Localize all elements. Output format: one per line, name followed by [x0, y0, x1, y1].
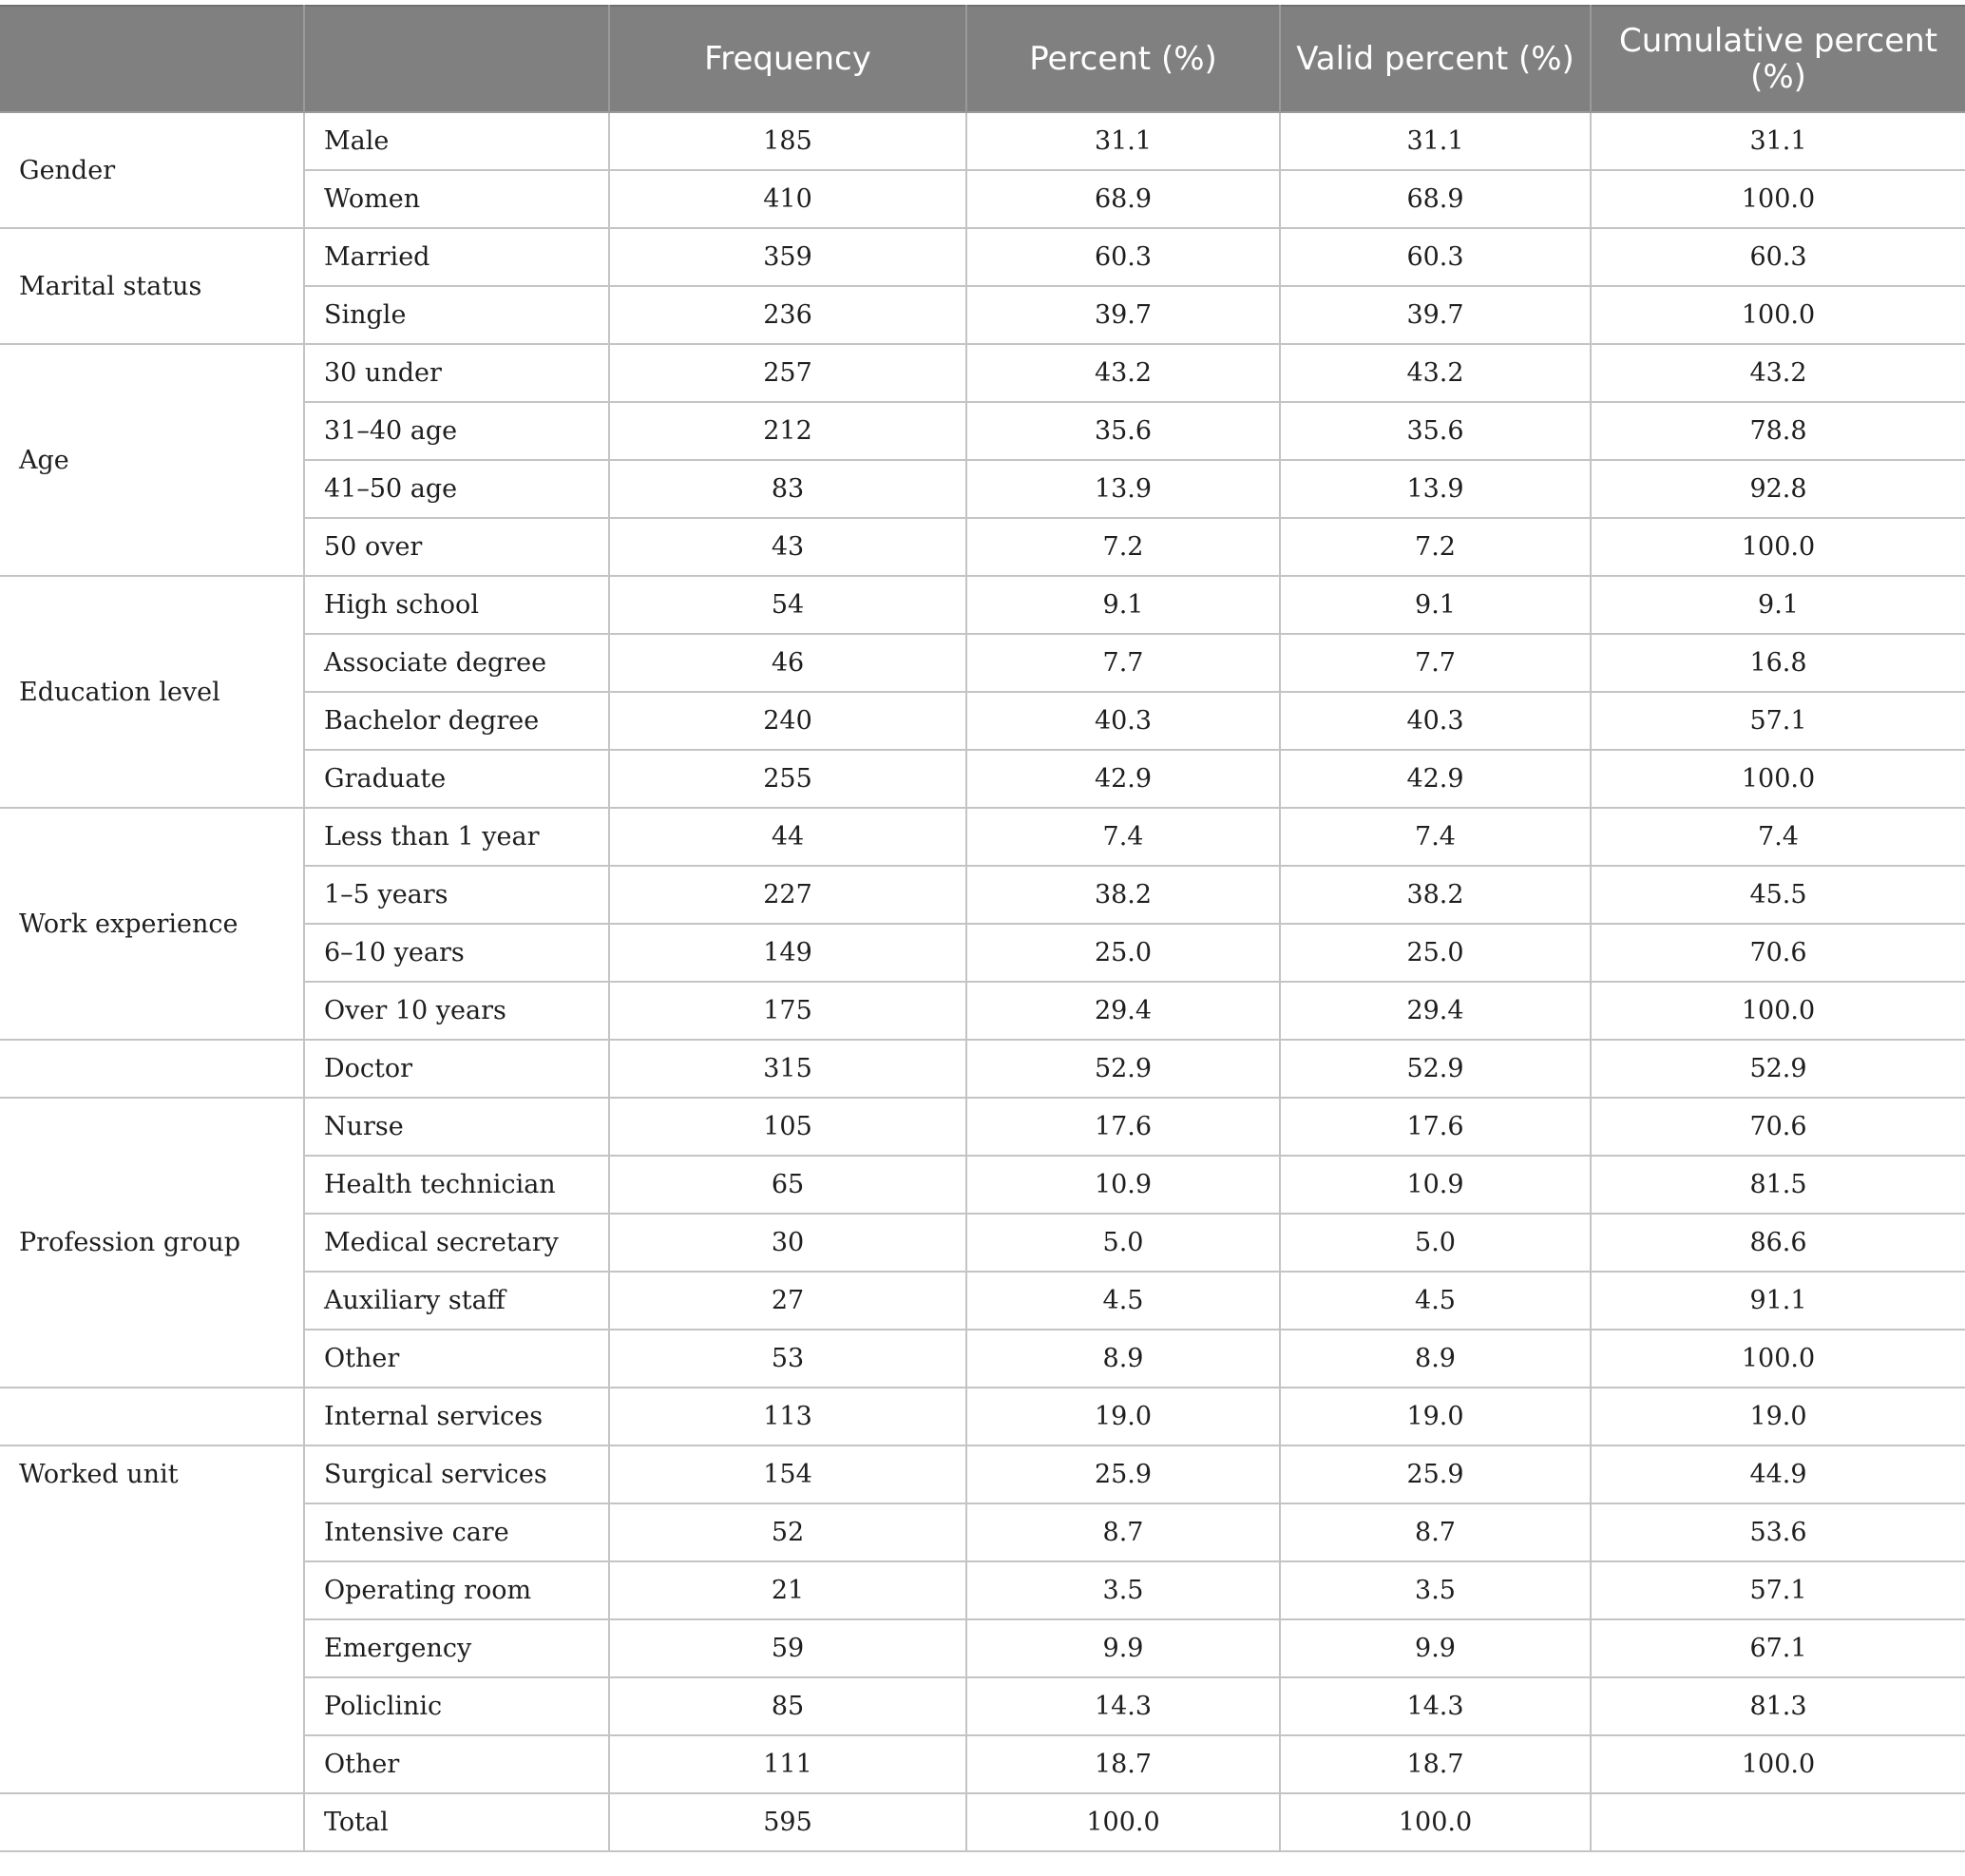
valid-percent-cell: 19.0 — [1280, 1388, 1591, 1445]
percent-cell: 19.0 — [966, 1388, 1280, 1445]
cumulative-percent-cell: 57.1 — [1591, 1561, 1965, 1619]
percent-cell: 25.0 — [966, 924, 1280, 982]
cumulative-percent-cell — [1591, 1793, 1965, 1851]
cumulative-percent-cell: 100.0 — [1591, 1735, 1965, 1793]
percent-cell: 60.3 — [966, 228, 1280, 286]
group-label: Profession group — [0, 1098, 304, 1388]
percent-cell: 38.2 — [966, 866, 1280, 924]
valid-percent-cell: 31.1 — [1280, 112, 1591, 170]
row-label: Auxiliary staff — [304, 1272, 609, 1330]
cumulative-percent-cell: 92.8 — [1591, 460, 1965, 518]
frequency-cell: 113 — [609, 1388, 966, 1445]
cumulative-percent-cell: 100.0 — [1591, 750, 1965, 808]
valid-percent-cell: 8.9 — [1280, 1330, 1591, 1388]
group-label — [0, 1388, 304, 1445]
frequency-cell: 30 — [609, 1214, 966, 1272]
percent-cell: 13.9 — [966, 460, 1280, 518]
table-row — [0, 228, 1965, 286]
table-container — [0, 5, 1965, 1852]
row-label: Married — [304, 228, 609, 286]
cumulative-percent-cell: 100.0 — [1591, 1330, 1965, 1388]
row-label: Other — [304, 1330, 609, 1388]
percent-cell: 7.2 — [966, 518, 1280, 576]
cumulative-percent-cell: 16.8 — [1591, 634, 1965, 692]
valid-percent-cell: 39.7 — [1280, 286, 1591, 344]
valid-percent-cell: 13.9 — [1280, 460, 1591, 518]
row-label: Associate degree — [304, 634, 609, 692]
header-percent: Percent (%) — [966, 6, 1280, 112]
header-row — [0, 6, 1965, 112]
valid-percent-cell: 42.9 — [1280, 750, 1591, 808]
percent-cell: 8.9 — [966, 1330, 1280, 1388]
cumulative-percent-cell: 43.2 — [1591, 344, 1965, 402]
cumulative-percent-cell: 100.0 — [1591, 286, 1965, 344]
frequency-cell: 595 — [609, 1793, 966, 1851]
table-row — [0, 1040, 1965, 1098]
frequency-cell: 240 — [609, 692, 966, 750]
cumulative-percent-cell: 86.6 — [1591, 1214, 1965, 1272]
frequency-cell: 53 — [609, 1330, 966, 1388]
frequency-cell: 21 — [609, 1561, 966, 1619]
row-label: Male — [304, 112, 609, 170]
frequency-cell: 105 — [609, 1098, 966, 1156]
cumulative-percent-cell: 81.3 — [1591, 1677, 1965, 1735]
row-label: Total — [304, 1793, 609, 1851]
frequency-cell: 54 — [609, 576, 966, 634]
header-category — [0, 6, 304, 112]
table-row — [0, 1388, 1965, 1445]
group-label: Age — [0, 344, 304, 576]
valid-percent-cell: 18.7 — [1280, 1735, 1591, 1793]
table-row — [0, 1098, 1965, 1156]
group-label: Work experience — [0, 808, 304, 1040]
frequency-cell: 154 — [609, 1445, 966, 1503]
frequency-cell: 149 — [609, 924, 966, 982]
frequency-cell: 185 — [609, 112, 966, 170]
valid-percent-cell: 5.0 — [1280, 1214, 1591, 1272]
percent-cell: 17.6 — [966, 1098, 1280, 1156]
valid-percent-cell: 7.2 — [1280, 518, 1591, 576]
frequency-cell: 315 — [609, 1040, 966, 1098]
valid-percent-cell: 9.9 — [1280, 1619, 1591, 1677]
cumulative-percent-cell: 53.6 — [1591, 1503, 1965, 1561]
row-label: 31–40 age — [304, 402, 609, 460]
frequency-cell: 236 — [609, 286, 966, 344]
cumulative-percent-cell: 19.0 — [1591, 1388, 1965, 1445]
percent-cell: 7.7 — [966, 634, 1280, 692]
group-label: Worked unit — [0, 1445, 304, 1793]
cumulative-percent-cell: 31.1 — [1591, 112, 1965, 170]
table-row — [0, 808, 1965, 866]
percent-cell: 9.9 — [966, 1619, 1280, 1677]
row-label: 6–10 years — [304, 924, 609, 982]
table-row — [0, 1793, 1965, 1851]
percent-cell: 68.9 — [966, 170, 1280, 228]
header-valid-percent: Valid percent (%) — [1280, 6, 1591, 112]
cumulative-percent-cell: 100.0 — [1591, 170, 1965, 228]
frequency-cell: 59 — [609, 1619, 966, 1677]
frequency-cell: 410 — [609, 170, 966, 228]
row-label: Bachelor degree — [304, 692, 609, 750]
row-label: Women — [304, 170, 609, 228]
frequency-cell: 111 — [609, 1735, 966, 1793]
row-label: 30 under — [304, 344, 609, 402]
frequency-cell: 52 — [609, 1503, 966, 1561]
valid-percent-cell: 8.7 — [1280, 1503, 1591, 1561]
group-label — [0, 1793, 304, 1851]
cumulative-percent-cell: 44.9 — [1591, 1445, 1965, 1503]
percent-cell: 52.9 — [966, 1040, 1280, 1098]
percent-cell: 35.6 — [966, 402, 1280, 460]
frequency-cell: 257 — [609, 344, 966, 402]
percent-cell: 10.9 — [966, 1156, 1280, 1214]
group-label — [0, 1040, 304, 1098]
percent-cell: 8.7 — [966, 1503, 1280, 1561]
row-label: Operating room — [304, 1561, 609, 1619]
valid-percent-cell: 7.4 — [1280, 808, 1591, 866]
valid-percent-cell: 4.5 — [1280, 1272, 1591, 1330]
valid-percent-cell: 35.6 — [1280, 402, 1591, 460]
frequency-cell: 85 — [609, 1677, 966, 1735]
valid-percent-cell: 25.0 — [1280, 924, 1591, 982]
cumulative-percent-cell: 67.1 — [1591, 1619, 1965, 1677]
row-label: Intensive care — [304, 1503, 609, 1561]
row-label: 1–5 years — [304, 866, 609, 924]
frequency-cell: 44 — [609, 808, 966, 866]
valid-percent-cell: 25.9 — [1280, 1445, 1591, 1503]
frequency-cell: 83 — [609, 460, 966, 518]
cumulative-percent-cell: 7.4 — [1591, 808, 1965, 866]
row-label: Over 10 years — [304, 982, 609, 1040]
row-label: Less than 1 year — [304, 808, 609, 866]
cumulative-percent-cell: 100.0 — [1591, 518, 1965, 576]
cumulative-percent-cell: 91.1 — [1591, 1272, 1965, 1330]
table-row — [0, 1445, 1965, 1503]
table-header — [0, 6, 1965, 112]
percent-cell: 39.7 — [966, 286, 1280, 344]
valid-percent-cell: 40.3 — [1280, 692, 1591, 750]
table-row — [0, 112, 1965, 170]
cumulative-percent-cell: 100.0 — [1591, 982, 1965, 1040]
cumulative-percent-cell: 78.8 — [1591, 402, 1965, 460]
cumulative-percent-cell: 52.9 — [1591, 1040, 1965, 1098]
header-frequency: Frequency — [609, 6, 966, 112]
percent-cell: 43.2 — [966, 344, 1280, 402]
frequency-cell: 27 — [609, 1272, 966, 1330]
row-label: Nurse — [304, 1098, 609, 1156]
row-label: 50 over — [304, 518, 609, 576]
percent-cell: 18.7 — [966, 1735, 1280, 1793]
row-label: Doctor — [304, 1040, 609, 1098]
cumulative-percent-cell: 60.3 — [1591, 228, 1965, 286]
valid-percent-cell: 3.5 — [1280, 1561, 1591, 1619]
row-label: High school — [304, 576, 609, 634]
row-label: Graduate — [304, 750, 609, 808]
row-label: Single — [304, 286, 609, 344]
percent-cell: 42.9 — [966, 750, 1280, 808]
valid-percent-cell: 43.2 — [1280, 344, 1591, 402]
valid-percent-cell: 29.4 — [1280, 982, 1591, 1040]
row-label: Emergency — [304, 1619, 609, 1677]
frequency-cell: 255 — [609, 750, 966, 808]
frequency-cell: 212 — [609, 402, 966, 460]
table-row — [0, 576, 1965, 634]
percent-cell: 29.4 — [966, 982, 1280, 1040]
row-label: Medical secretary — [304, 1214, 609, 1272]
row-label: 41–50 age — [304, 460, 609, 518]
table-body — [0, 112, 1965, 1851]
percent-cell: 4.5 — [966, 1272, 1280, 1330]
cumulative-percent-cell: 70.6 — [1591, 924, 1965, 982]
cumulative-percent-cell: 70.6 — [1591, 1098, 1965, 1156]
valid-percent-cell: 38.2 — [1280, 866, 1591, 924]
percent-cell: 9.1 — [966, 576, 1280, 634]
row-label: Surgical services — [304, 1445, 609, 1503]
percent-cell: 7.4 — [966, 808, 1280, 866]
percent-cell: 100.0 — [966, 1793, 1280, 1851]
valid-percent-cell: 60.3 — [1280, 228, 1591, 286]
table-row — [0, 344, 1965, 402]
frequency-cell: 65 — [609, 1156, 966, 1214]
valid-percent-cell: 10.9 — [1280, 1156, 1591, 1214]
valid-percent-cell: 52.9 — [1280, 1040, 1591, 1098]
cumulative-percent-cell: 45.5 — [1591, 866, 1965, 924]
percent-cell: 40.3 — [966, 692, 1280, 750]
percent-cell: 14.3 — [966, 1677, 1280, 1735]
group-label: Marital status — [0, 228, 304, 344]
percent-cell: 31.1 — [966, 112, 1280, 170]
cumulative-percent-cell: 9.1 — [1591, 576, 1965, 634]
frequency-cell: 359 — [609, 228, 966, 286]
cumulative-percent-cell: 81.5 — [1591, 1156, 1965, 1214]
header-subcategory — [304, 6, 609, 112]
cumulative-percent-cell: 57.1 — [1591, 692, 1965, 750]
header-cumulative-percent: Cumulative percent (%) — [1591, 6, 1965, 112]
frequency-cell: 46 — [609, 634, 966, 692]
frequency-cell: 227 — [609, 866, 966, 924]
percent-cell: 25.9 — [966, 1445, 1280, 1503]
demographics-table — [0, 5, 1965, 1852]
percent-cell: 3.5 — [966, 1561, 1280, 1619]
valid-percent-cell: 100.0 — [1280, 1793, 1591, 1851]
frequency-cell: 175 — [609, 982, 966, 1040]
row-label: Health technician — [304, 1156, 609, 1214]
valid-percent-cell: 17.6 — [1280, 1098, 1591, 1156]
valid-percent-cell: 68.9 — [1280, 170, 1591, 228]
row-label: Internal services — [304, 1388, 609, 1445]
group-label: Education level — [0, 576, 304, 808]
row-label: Policlinic — [304, 1677, 609, 1735]
row-label: Other — [304, 1735, 609, 1793]
valid-percent-cell: 9.1 — [1280, 576, 1591, 634]
valid-percent-cell: 7.7 — [1280, 634, 1591, 692]
percent-cell: 5.0 — [966, 1214, 1280, 1272]
frequency-cell: 43 — [609, 518, 966, 576]
valid-percent-cell: 14.3 — [1280, 1677, 1591, 1735]
group-label: Gender — [0, 112, 304, 228]
